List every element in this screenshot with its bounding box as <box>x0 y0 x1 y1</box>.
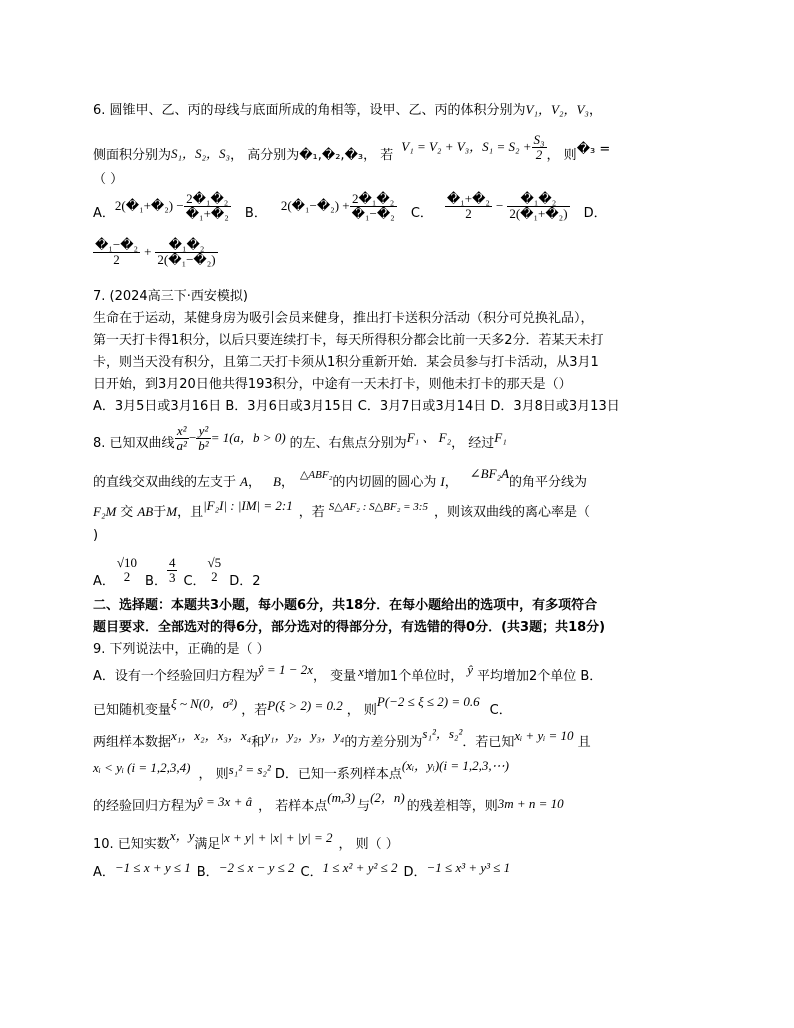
q10-cond: |x + y| + |x| + |y| = 2 <box>220 830 333 845</box>
q6-line2-d: ， 则 <box>546 148 577 163</box>
q6-s3-fraction <box>532 133 547 161</box>
q6-line2-b: ， 高分别为 <box>230 148 300 163</box>
q6-option-c-num2: �₁�₂ <box>507 192 569 207</box>
q8-option-a-label: A． <box>93 574 115 589</box>
q8-point-m: M <box>166 504 178 519</box>
q10-h3: ， 则（ ） <box>338 837 399 852</box>
q8-option-c-den: 2 <box>211 569 218 585</box>
q6-option-d-frac2 <box>155 238 217 266</box>
q8-frac-y <box>196 424 210 452</box>
q8-l1-c: ， 经过 <box>451 436 495 452</box>
q9-line-e <box>93 790 564 815</box>
q9-b3: ， 则 <box>346 703 377 718</box>
q8-l1-a: 8. 已知双曲线 <box>93 436 175 452</box>
q9-b1: 已知随机变量 <box>93 703 172 718</box>
q9-a3: 增加1个单位时， <box>363 669 464 684</box>
q8-line1 <box>93 424 507 452</box>
q9-c1: 两组样本数据 <box>93 735 172 750</box>
q6-option-a-label: A． <box>93 206 115 222</box>
q8-l1-b: 的左、右焦点分别为 <box>289 436 407 452</box>
q8-l2-b: ， <box>247 475 261 490</box>
q6-option-c-den2: 2(�₁+�₂) <box>509 205 568 221</box>
q6-options-row <box>93 192 607 220</box>
q9-a1: A．设有一个经验回归方程为 <box>93 669 258 684</box>
q8-ratio: |F₂I| : |IM| = 2:1 <box>203 498 293 513</box>
q6-line2-c: ， 若 <box>363 148 394 163</box>
q10-option-c-label: C． <box>300 865 323 880</box>
q8-l2-c: ， <box>280 475 294 490</box>
q6-option-b-label: B． <box>244 206 267 222</box>
q8-option-c-num: √5 <box>207 555 222 571</box>
q10-h1: 10. 已知实数 <box>93 837 170 852</box>
q6-condition: V₁ = V₂ + V₃，S₁ = S₂ + <box>401 139 532 154</box>
q9-a-x: x <box>358 664 364 679</box>
q9-b2: ，若 <box>241 703 268 718</box>
q9-c2: 和 <box>251 735 265 750</box>
q8-l3-e: ，若 <box>298 505 325 520</box>
q6-option-c-den1: 2 <box>465 205 472 221</box>
q8-minus: − <box>188 430 197 446</box>
q6-option-d-row <box>93 238 218 266</box>
q8-line4: ) <box>93 528 99 543</box>
q8-option-b-num: 4 <box>168 554 176 570</box>
q6-option-a-num: 2�₁�₂ <box>184 192 231 207</box>
q9-e3: 与 <box>357 799 371 814</box>
q8-f1: F₁ <box>494 430 507 446</box>
q8-l3-c: 于 <box>153 505 167 520</box>
q10-vars: x，y <box>169 828 195 843</box>
q6-option-b-num: 2�₁�₂ <box>350 192 397 207</box>
q7-header: 7. (2024高三下·西安模拟) <box>93 289 248 304</box>
q6-frac-den: 2 <box>535 146 543 162</box>
q8-option-b-label: B． <box>145 574 167 589</box>
q6-option-a-frac <box>184 192 231 220</box>
q9-a-eq: ŷ = 1 − 2x <box>257 662 313 677</box>
q6-option-b-den: �₁−�₂ <box>351 205 395 221</box>
q6-option-d-plus: + <box>144 244 152 260</box>
q8-frac-x-num: x² <box>175 424 189 439</box>
q8-option-a-den: 2 <box>123 569 131 585</box>
q10-option-d-label: D． <box>403 865 427 880</box>
q8-frac-x <box>175 424 189 452</box>
q8-f2m: F₂M <box>93 504 117 519</box>
q10-h2: 满足 <box>194 837 221 852</box>
q8-option-c-label: C． <box>183 574 206 589</box>
q8-segment-ab: AB <box>137 504 154 519</box>
q8-frac-y-den: b² <box>198 437 209 453</box>
q10-option-b-expr: −2 ≤ x − y ≤ 2 <box>218 860 295 875</box>
q7-line4: 日开始，到3月20日他共得193积分，中途有一天未打卡，则他未打卡的那天是（） <box>93 377 572 392</box>
q9-line-a <box>93 662 603 685</box>
q8-l2-a: 的直线交双曲线的左支于 <box>93 475 237 490</box>
q8-l2-d: 的内切圆的圆心为 <box>332 475 437 490</box>
q9-d-cond: xᵢ < yᵢ (i = 1,2,3,4) <box>93 760 191 775</box>
q6-option-c-label: C． <box>410 206 433 222</box>
q6-ask: �₃ = <box>576 142 611 157</box>
q10-option-a-label: A． <box>93 865 115 880</box>
q6-line3: （ ） <box>93 172 124 187</box>
q8-l3-b: 交 <box>120 505 134 520</box>
q8-option-b-den: 3 <box>168 569 176 585</box>
q6-option-a-expr: 2(�₁+�₂) − <box>114 198 184 214</box>
q8-eq: = 1(a，b > 0) <box>210 430 286 446</box>
q6-line1-end: ， <box>588 103 602 118</box>
q6-option-d-num2: �₁�₂ <box>155 238 217 253</box>
q9-e-p2: (2，n) <box>370 790 405 805</box>
q6-line2-a: 侧面积分别为 <box>93 148 172 163</box>
q8-option-b-frac <box>167 556 178 584</box>
q6-option-a-den: �₁+�₂ <box>185 205 229 221</box>
section2-line2: 题目要求．全部选对的得6分，部分选对的得部分分，有选错的得0分．(共3题；共18分) <box>93 620 606 635</box>
q9-d1: ， 则 <box>198 767 229 782</box>
q6-option-c-minus: − <box>495 198 504 214</box>
q9-b-dist: ξ ~ N(0，σ²) <box>171 696 238 711</box>
q9-c4: ．若已知 <box>462 735 515 750</box>
q9-e-p1: (m,3) <box>327 790 356 805</box>
q8-angle: ∠BF₂A <box>469 466 510 481</box>
q6-option-b-frac <box>350 192 397 220</box>
q10-options <box>93 860 511 881</box>
q9-a4: 平均增加2个单位 B． <box>476 669 603 684</box>
q8-l3-d: ，且 <box>177 505 204 520</box>
q9-e1: 的经验回归方程为 <box>93 799 198 814</box>
q6-option-c-num1: �₁+�₂ <box>446 191 490 206</box>
q10-option-a-expr: −1 ≤ x + y ≤ 1 <box>114 860 191 875</box>
q8-line2 <box>93 466 588 491</box>
section2-line1: 二、选择题：本题共3小题，每小题6分，共18分．在每小题给出的选项中，有多项符合 <box>93 598 598 613</box>
q8-l2-e: ， <box>444 475 458 490</box>
q9-d-eq: s₁² = s₂² <box>228 762 271 777</box>
q6-heights: �₁,�₂,�₃ <box>299 148 364 163</box>
q6-areas: S₁，S₂，S₃ <box>171 146 231 161</box>
q9-c-sum: xᵢ + yᵢ = 10 <box>514 728 574 743</box>
q6-frac-num: S₃ <box>533 131 545 147</box>
q9-d-pts: (xᵢ，yᵢ)(i = 1,2,3,⋯) <box>401 758 509 773</box>
q9-b-p1: P(ξ > 2) = 0.2 <box>267 698 343 713</box>
q8-option-a-num: √10 <box>116 555 138 571</box>
q9-c-x: x₁，x₂，x₃，x₄ <box>171 728 252 743</box>
q9-d2: D．已知一系列样本点 <box>274 767 402 782</box>
q6-option-c-frac2 <box>507 192 569 220</box>
q8-foci: F₁ 、 F₂ <box>406 430 452 446</box>
q10-option-b-label: B． <box>196 865 219 880</box>
q9-c5: 且 <box>577 735 591 750</box>
q9-e-eq: ŷ = 3x + â <box>197 794 253 809</box>
q9-e2: ， 若样本点 <box>258 799 328 814</box>
q9-c-y: y₁，y₂，y₃，y₄ <box>264 728 345 743</box>
q8-option-c-frac <box>206 556 224 583</box>
q7-line2: 第一天打卡得1积分，以后只要连续打卡，每天所得积分都会比前一天多2分．若某天未打 <box>93 333 604 348</box>
q8-option-a-frac <box>115 556 139 583</box>
q6-option-d-frac1 <box>93 238 140 266</box>
q9-a-y: ŷ <box>467 662 473 677</box>
q9-e4: 的残差相等，则 <box>406 799 498 814</box>
q9-a2: ， 变量 <box>313 669 357 684</box>
q8-frac-y-num: y² <box>196 424 210 439</box>
q8-l3-f: ，则该双曲线的离心率是（ <box>433 505 590 520</box>
q8-l2-f: 的角平分线为 <box>509 475 588 490</box>
q6-option-d-label: D． <box>583 206 607 222</box>
q9-e-res: 3m + n = 10 <box>497 796 564 811</box>
q6-option-b-expr: 2(�₁−�₂) + <box>280 198 350 214</box>
q9-c-s: s₁²，s₂² <box>422 726 463 741</box>
q7-options: A．3月5日或3月16日 B．3月6日或3月15日 C．3月7日或3月14日 D．3月8日或3月13日 <box>93 399 620 414</box>
q8-option-d: D．2 <box>229 574 261 589</box>
q8-area-ratio: S△AF₂ : S△BF₂ = 3:5 <box>328 501 428 513</box>
q8-frac-x-den: a² <box>176 437 187 453</box>
q9-line-d <box>93 758 509 783</box>
q9-b-p2: P(−2 ≤ ξ ≤ 2) = 0.6 <box>376 694 480 709</box>
q9-line-b <box>93 694 512 719</box>
q6-option-d-den2: 2(�₁−�₂) <box>157 251 216 267</box>
q7-line1: 生命在于运动，某健身房为吸引会员来健身，推出打卡送积分活动（积分可兑换礼品）， <box>93 311 594 326</box>
q8-point-a: A <box>240 474 248 489</box>
q6-line1-text: 6. 圆锥甲、乙、丙的母线与底面所成的角相等，设甲、乙、丙的体积分别为 <box>93 103 526 118</box>
q9-c3: 的方差分别为 <box>344 735 423 750</box>
q10-option-d-expr: −1 ≤ x³ + y³ ≤ 1 <box>426 860 511 875</box>
q7-line3: 卡，则当天没有积分，且第二天打卡须从1积分重新开始．某会员参与打卡活动，从3月1 <box>93 355 599 370</box>
q8-point-b: B <box>272 474 281 489</box>
q10-option-c-expr: 1 ≤ x² + y² ≤ 2 <box>322 860 398 875</box>
q6-option-c-frac1 <box>445 192 492 220</box>
q10-header <box>93 828 399 853</box>
q6-line1 <box>93 102 602 119</box>
q8-point-i: I <box>440 474 445 489</box>
q8-line3 <box>93 498 590 521</box>
q9-header: 9. 下列说法中，正确的是（ ） <box>93 642 270 657</box>
q6-volumes: V₁，V₂，V₃ <box>525 102 589 117</box>
q6-option-d-den1: 2 <box>113 251 120 267</box>
q8-options <box>93 550 260 590</box>
q6-line2 <box>93 130 610 164</box>
q9-line-c <box>93 726 591 751</box>
q9-b4: C． <box>489 703 512 718</box>
q6-option-d-num1: �₁−�₂ <box>95 237 139 252</box>
q8-triangle: △ABF₂ <box>299 469 333 481</box>
